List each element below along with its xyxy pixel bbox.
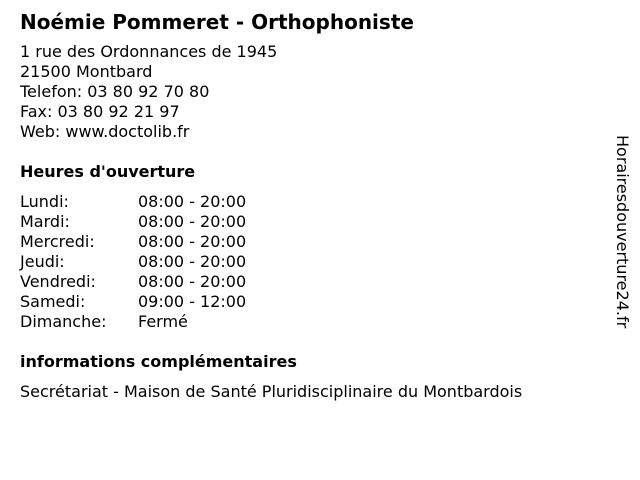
time-value: 09:00 - 12:00 bbox=[138, 292, 247, 311]
hours-row-thursday bbox=[20, 252, 600, 272]
time-value: 08:00 - 20:00 bbox=[138, 232, 247, 251]
time-value: 08:00 - 20:00 bbox=[138, 192, 247, 211]
phone-line: Telefon: 03 80 92 70 80 bbox=[20, 82, 210, 101]
day-label: Jeudi: bbox=[20, 252, 65, 271]
additional-info-heading: informations complémentaires bbox=[20, 352, 297, 371]
address-line-1: 1 rue des Ordonnances de 1945 bbox=[20, 42, 278, 61]
day-label: Vendredi: bbox=[20, 272, 96, 291]
hours-row-monday bbox=[20, 192, 600, 212]
day-label: Samedi: bbox=[20, 292, 86, 311]
hours-row-tuesday bbox=[20, 212, 600, 232]
web-line: Web: www.doctolib.fr bbox=[20, 122, 190, 141]
hours-row-wednesday bbox=[20, 232, 600, 252]
opening-hours-heading: Heures d'ouverture bbox=[20, 162, 196, 181]
vertical-brand-text: Horairesdouverture24.fr bbox=[613, 135, 632, 329]
time-value: 08:00 - 20:00 bbox=[138, 272, 247, 291]
day-label: Mercredi: bbox=[20, 232, 95, 251]
hours-row-saturday bbox=[20, 292, 600, 312]
day-label: Mardi: bbox=[20, 212, 70, 231]
business-title: Noémie Pommeret - Orthophoniste bbox=[20, 10, 414, 34]
fax-line: Fax: 03 80 92 21 97 bbox=[20, 102, 180, 121]
additional-info-text: Secrétariat - Maison de Santé Pluridisciplinaire du Montbardois bbox=[20, 382, 523, 401]
time-value: 08:00 - 20:00 bbox=[138, 252, 247, 271]
business-card bbox=[20, 10, 600, 402]
day-label: Dimanche: bbox=[20, 312, 107, 331]
address-line-2: 21500 Montbard bbox=[20, 62, 153, 81]
time-value: 08:00 - 20:00 bbox=[138, 212, 247, 231]
hours-row-friday bbox=[20, 272, 600, 292]
hours-row-sunday bbox=[20, 312, 600, 332]
day-label: Lundi: bbox=[20, 192, 69, 211]
time-value: Fermé bbox=[138, 312, 188, 331]
